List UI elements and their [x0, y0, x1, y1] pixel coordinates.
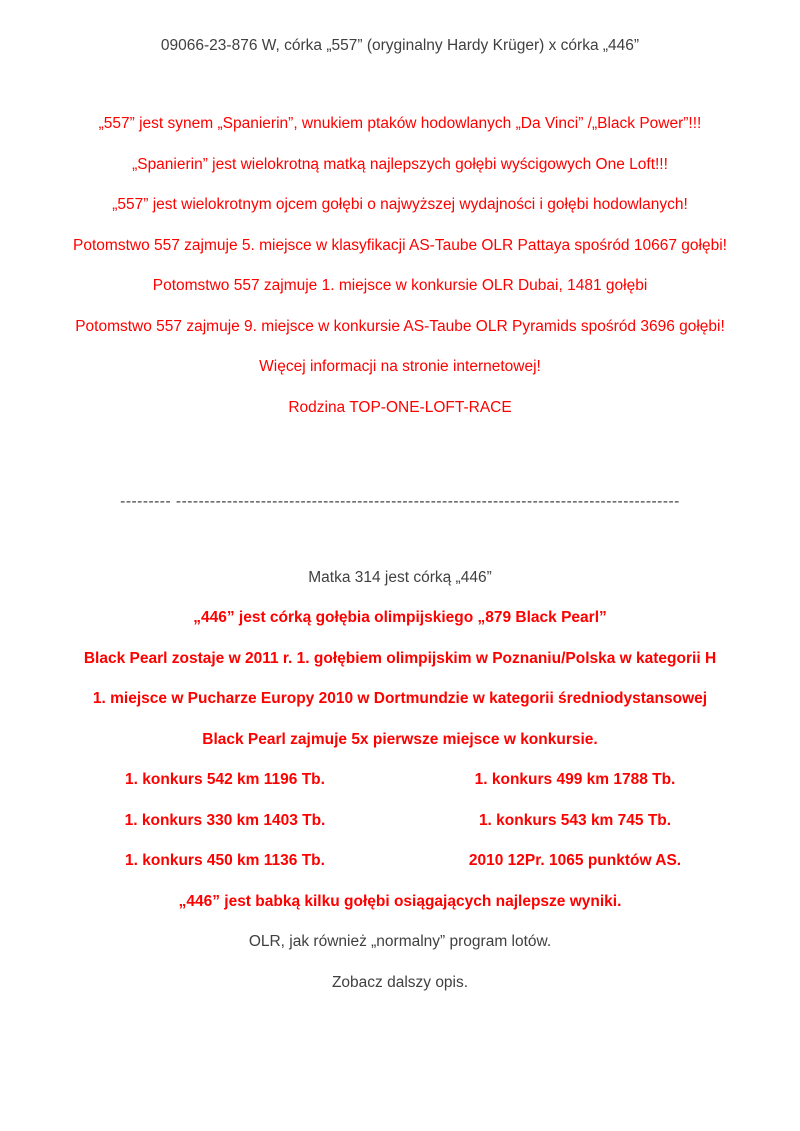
- results-row: [50, 811, 750, 831]
- statement-line-5: Potomstwo 557 zajmuje 1. miejsce w konkursie OLR Dubai, 1481 gołębi: [152, 277, 648, 294]
- closing-line-1: OLR, jak również „normalny” program lotów.: [248, 933, 552, 950]
- result-cell-left: 1. konkurs 450 km 1136 Tb.: [125, 852, 325, 869]
- mother-intro-line: Matka 314 jest córką „446”: [308, 568, 492, 586]
- statement-line-1: „557” jest synem „Spanierin”, wnukiem ptaków hodowlanych „Da Vinci” /„Black Power”!!!: [98, 115, 702, 132]
- statement-line-2: „Spanierin” jest wielokrotną matką najlepszych gołębi wyścigowych One Loft!!!: [132, 155, 668, 173]
- dashed-separator: --------- -----------------------------------------------------------------------------------------: [120, 492, 680, 510]
- statement-line-4: Potomstwo 557 zajmuje 5. miejsce w klasyfikacji AS-Taube OLR Pattaya spośród 10667 gołębi!: [73, 236, 727, 254]
- statement-line-8: Rodzina TOP-ONE-LOFT-RACE: [288, 398, 512, 416]
- result-cell-left: 1. konkurs 330 km 1403 Tb.: [124, 811, 326, 829]
- result-cell-right: 2010 12Pr. 1065 punktów AS.: [468, 852, 682, 869]
- bottom-statement-1: „446” jest córką gołębia olimpijskiego „879 Black Pearl”: [193, 609, 607, 626]
- bottom-statement-3: 1. miejsce w Pucharze Europy 2010 w Dortmundzie w kategorii średniodystansowej: [92, 690, 708, 707]
- document-title: 09066-23-876 W, córka „557” (oryginalny Hardy Krüger) x córka „446”: [160, 37, 640, 54]
- statement-line-7: Więcej informacji na stronie internetowej!: [259, 358, 541, 375]
- bottom-statement-4: Black Pearl zajmuje 5x pierwsze miejsce w konkursie.: [202, 730, 598, 748]
- results-row: [50, 770, 750, 790]
- bottom-statement-2: Black Pearl zostaje w 2011 r. 1. gołębiem olimpijskim w Poznaniu/Polska w kategorii H: [83, 649, 717, 667]
- result-cell-right: 1. konkurs 499 km 1788 Tb.: [474, 771, 676, 788]
- results-row: [50, 851, 750, 871]
- pedigree-top-section: [0, 114, 800, 418]
- grandmother-statement: „446” jest babką kilku gołębi osiągających najlepsze wyniki.: [178, 892, 622, 910]
- statement-line-3: „557” jest wielokrotnym ojcem gołębi o najwyższej wydajności i gołębi hodowlanych!: [112, 196, 688, 213]
- result-cell-left: 1. konkurs 542 km 1196 Tb.: [125, 771, 325, 788]
- pedigree-bottom-section: [0, 568, 800, 993]
- statement-line-6: Potomstwo 557 zajmuje 9. miejsce w konkursie AS-Taube OLR Pyramids spośród 3696 gołębi!: [75, 317, 725, 335]
- closing-line-2: Zobacz dalszy opis.: [331, 973, 469, 991]
- result-cell-right: 1. konkurs 543 km 745 Tb.: [478, 811, 672, 829]
